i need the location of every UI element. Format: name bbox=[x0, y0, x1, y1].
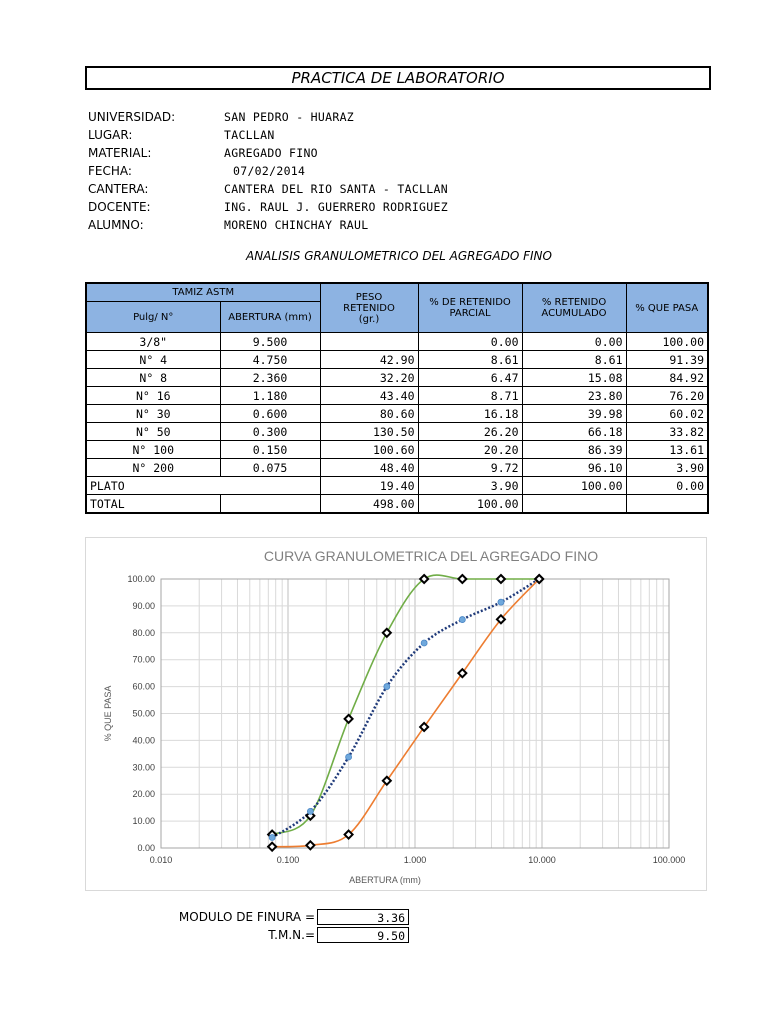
cell-empty bbox=[220, 495, 320, 514]
table-row-total bbox=[86, 495, 708, 514]
table-row bbox=[86, 387, 708, 405]
y-tick-label: 40.00 bbox=[132, 735, 155, 746]
cell-parcial: 16.18 bbox=[418, 405, 522, 423]
info-label: DOCENTE: bbox=[88, 200, 151, 214]
data-point-muestra bbox=[346, 754, 352, 760]
header-parcial-line1: % DE RETENIDO bbox=[429, 297, 511, 308]
y-tick-label: 90.00 bbox=[132, 600, 155, 611]
cell-parcial: 20.20 bbox=[418, 441, 522, 459]
data-point-limit bbox=[268, 843, 276, 851]
table-row bbox=[86, 441, 708, 459]
series-line-1 bbox=[272, 575, 539, 835]
chart-svg bbox=[86, 538, 706, 890]
data-point-limit bbox=[458, 575, 466, 583]
x-tick-label: 0.010 bbox=[149, 855, 173, 865]
cell-peso: 32.20 bbox=[320, 369, 418, 387]
cell-peso: 48.40 bbox=[320, 459, 418, 477]
cell-abertura: 4.750 bbox=[220, 351, 320, 369]
header-peso-line3: (gr.) bbox=[358, 313, 380, 325]
data-point-muestra bbox=[384, 684, 390, 690]
cell-acumulado: 66.18 bbox=[522, 423, 626, 441]
info-label: CANTERA: bbox=[88, 182, 149, 196]
info-label: ALUMNO: bbox=[88, 218, 144, 232]
cell-peso bbox=[320, 333, 418, 351]
cell-acumulado: 96.10 bbox=[522, 459, 626, 477]
tmn-value: 9.50 bbox=[317, 927, 409, 943]
cell-parcial: 9.72 bbox=[418, 459, 522, 477]
table-row-plato bbox=[86, 477, 708, 495]
tmn-row bbox=[150, 927, 405, 945]
y-tick-label: 50.00 bbox=[132, 708, 155, 719]
cell-abertura: 0.150 bbox=[220, 441, 320, 459]
info-row-alumno bbox=[88, 216, 448, 234]
cell-pulg: N° 8 bbox=[86, 369, 220, 387]
cell-acumulado: 0.00 bbox=[522, 333, 626, 351]
y-axis-label: % QUE PASA bbox=[103, 685, 113, 742]
cell-parcial: 6.47 bbox=[418, 369, 522, 387]
header-acum-line1: % RETENIDO bbox=[541, 297, 607, 308]
x-tick-label: 100.000 bbox=[652, 855, 686, 865]
cell-pulg: 3/8" bbox=[86, 333, 220, 351]
header-parcial-line2: PARCIAL bbox=[449, 308, 491, 319]
info-row-lugar bbox=[88, 126, 448, 144]
cell-peso: 498.00 bbox=[320, 495, 418, 514]
cell-pulg: N° 200 bbox=[86, 459, 220, 477]
cell-abertura: 9.500 bbox=[220, 333, 320, 351]
info-block bbox=[88, 108, 448, 234]
cell-peso: 100.60 bbox=[320, 441, 418, 459]
info-value: CANTERA DEL RIO SANTA - TACLLAN bbox=[224, 182, 448, 196]
y-tick-label: 10.00 bbox=[132, 816, 155, 827]
cell-pasa: 76.20 bbox=[626, 387, 708, 405]
y-tick-label: 60.00 bbox=[132, 681, 155, 692]
chart-title: CURVA GRANULOMETRICA DEL AGREGADO FINO bbox=[263, 548, 599, 564]
cell-peso: 43.40 bbox=[320, 387, 418, 405]
cell-pasa: 0.00 bbox=[626, 477, 708, 495]
cell-pulg: N° 50 bbox=[86, 423, 220, 441]
info-row-cantera bbox=[88, 180, 448, 198]
info-value: ING. RAUL J. GUERRERO RODRIGUEZ bbox=[224, 200, 448, 214]
info-value: MORENO CHINCHAY RAUL bbox=[224, 218, 369, 232]
cell-parcial: 0.00 bbox=[418, 333, 522, 351]
data-point-limit bbox=[345, 715, 353, 723]
cell-acumulado: 23.80 bbox=[522, 387, 626, 405]
tmn-label: T.M.N.= bbox=[268, 928, 315, 942]
header-peso bbox=[320, 283, 418, 333]
header-pulg: Pulg/ N° bbox=[86, 302, 220, 333]
header-pasa: % QUE PASA bbox=[626, 283, 708, 333]
table-row bbox=[86, 369, 708, 387]
cell-total-label: TOTAL bbox=[86, 495, 220, 514]
y-tick-label: 80.00 bbox=[132, 627, 155, 638]
modulo-finura-row bbox=[150, 909, 405, 927]
cell-abertura: 2.360 bbox=[220, 369, 320, 387]
header-peso-line1: PESO bbox=[355, 291, 383, 303]
cell-acumulado: 8.61 bbox=[522, 351, 626, 369]
cell-empty bbox=[522, 495, 626, 514]
cell-pulg: N° 4 bbox=[86, 351, 220, 369]
page-title: PRACTICA DE LABORATORIO bbox=[85, 66, 711, 90]
header-acum-line2: ACUMULADO bbox=[541, 308, 607, 319]
y-tick-label: 30.00 bbox=[132, 762, 155, 773]
header-tamiz: TAMIZ ASTM bbox=[86, 283, 320, 302]
cell-acumulado: 100.00 bbox=[522, 477, 626, 495]
cell-acumulado: 86.39 bbox=[522, 441, 626, 459]
header-peso-line2: RETENIDO bbox=[343, 302, 395, 314]
cell-abertura: 1.180 bbox=[220, 387, 320, 405]
cell-parcial: 3.90 bbox=[418, 477, 522, 495]
info-row-fecha bbox=[88, 162, 448, 180]
cell-pasa: 91.39 bbox=[626, 351, 708, 369]
table-row bbox=[86, 423, 708, 441]
cell-peso: 42.90 bbox=[320, 351, 418, 369]
cell-pasa: 33.82 bbox=[626, 423, 708, 441]
header-acumulado bbox=[522, 283, 626, 333]
cell-parcial: 8.71 bbox=[418, 387, 522, 405]
y-tick-label: 0.00 bbox=[137, 843, 155, 853]
cell-parcial: 100.00 bbox=[418, 495, 522, 514]
cell-abertura: 0.600 bbox=[220, 405, 320, 423]
table-row bbox=[86, 459, 708, 477]
cell-pasa: 13.61 bbox=[626, 441, 708, 459]
x-tick-label: 1.000 bbox=[403, 855, 427, 865]
info-value: SAN PEDRO - HUARAZ bbox=[224, 110, 355, 124]
header-parcial bbox=[418, 283, 522, 333]
cell-parcial: 26.20 bbox=[418, 423, 522, 441]
cell-abertura: 0.300 bbox=[220, 423, 320, 441]
cell-pasa: 84.92 bbox=[626, 369, 708, 387]
summary-block bbox=[150, 909, 405, 945]
info-row-docente bbox=[88, 198, 448, 216]
data-point-muestra bbox=[459, 617, 465, 623]
cell-plato-label: PLATO bbox=[86, 477, 320, 495]
data-point-muestra bbox=[269, 835, 275, 841]
cell-empty bbox=[626, 495, 708, 514]
modulo-finura-value: 3.36 bbox=[317, 909, 409, 925]
cell-peso: 130.50 bbox=[320, 423, 418, 441]
info-value: AGREGADO FINO bbox=[224, 146, 318, 160]
cell-parcial: 8.61 bbox=[418, 351, 522, 369]
info-label: LUGAR: bbox=[88, 128, 133, 142]
x-axis-label: ABERTURA (mm) bbox=[349, 875, 421, 885]
cell-pasa: 60.02 bbox=[626, 405, 708, 423]
grading-chart bbox=[85, 537, 707, 891]
cell-acumulado: 39.98 bbox=[522, 405, 626, 423]
info-value: TACLLAN bbox=[224, 128, 275, 142]
cell-pulg: N° 16 bbox=[86, 387, 220, 405]
data-point-limit bbox=[383, 629, 391, 637]
cell-acumulado: 15.08 bbox=[522, 369, 626, 387]
x-tick-label: 0.100 bbox=[276, 855, 300, 865]
cell-pulg: N° 100 bbox=[86, 441, 220, 459]
modulo-finura-label: MODULO DE FINURA = bbox=[178, 910, 315, 924]
y-tick-label: 100.00 bbox=[127, 574, 155, 584]
header-abertura: ABERTURA (mm) bbox=[220, 302, 320, 333]
cell-pasa: 100.00 bbox=[626, 333, 708, 351]
table-row bbox=[86, 333, 708, 351]
data-point-muestra bbox=[498, 599, 504, 605]
info-label: UNIVERSIDAD: bbox=[88, 110, 176, 124]
cell-pulg: N° 30 bbox=[86, 405, 220, 423]
table-row bbox=[86, 351, 708, 369]
x-tick-label: 10.000 bbox=[528, 855, 556, 865]
cell-abertura: 0.075 bbox=[220, 459, 320, 477]
granulometry-table bbox=[85, 282, 709, 514]
section-subtitle: ANALISIS GRANULOMETRICO DEL AGREGADO FINO bbox=[246, 249, 552, 263]
y-tick-label: 20.00 bbox=[132, 789, 155, 800]
info-label: MATERIAL: bbox=[88, 146, 152, 160]
info-row-material bbox=[88, 144, 448, 162]
info-label: FECHA: bbox=[88, 164, 132, 178]
info-value: 07/02/2014 bbox=[233, 164, 306, 178]
info-row-universidad bbox=[88, 108, 448, 126]
cell-peso: 19.40 bbox=[320, 477, 418, 495]
data-point-muestra bbox=[307, 808, 313, 814]
cell-peso: 80.60 bbox=[320, 405, 418, 423]
y-tick-label: 70.00 bbox=[132, 654, 155, 665]
cell-pasa: 3.90 bbox=[626, 459, 708, 477]
table-row bbox=[86, 405, 708, 423]
data-point-muestra bbox=[421, 640, 427, 646]
